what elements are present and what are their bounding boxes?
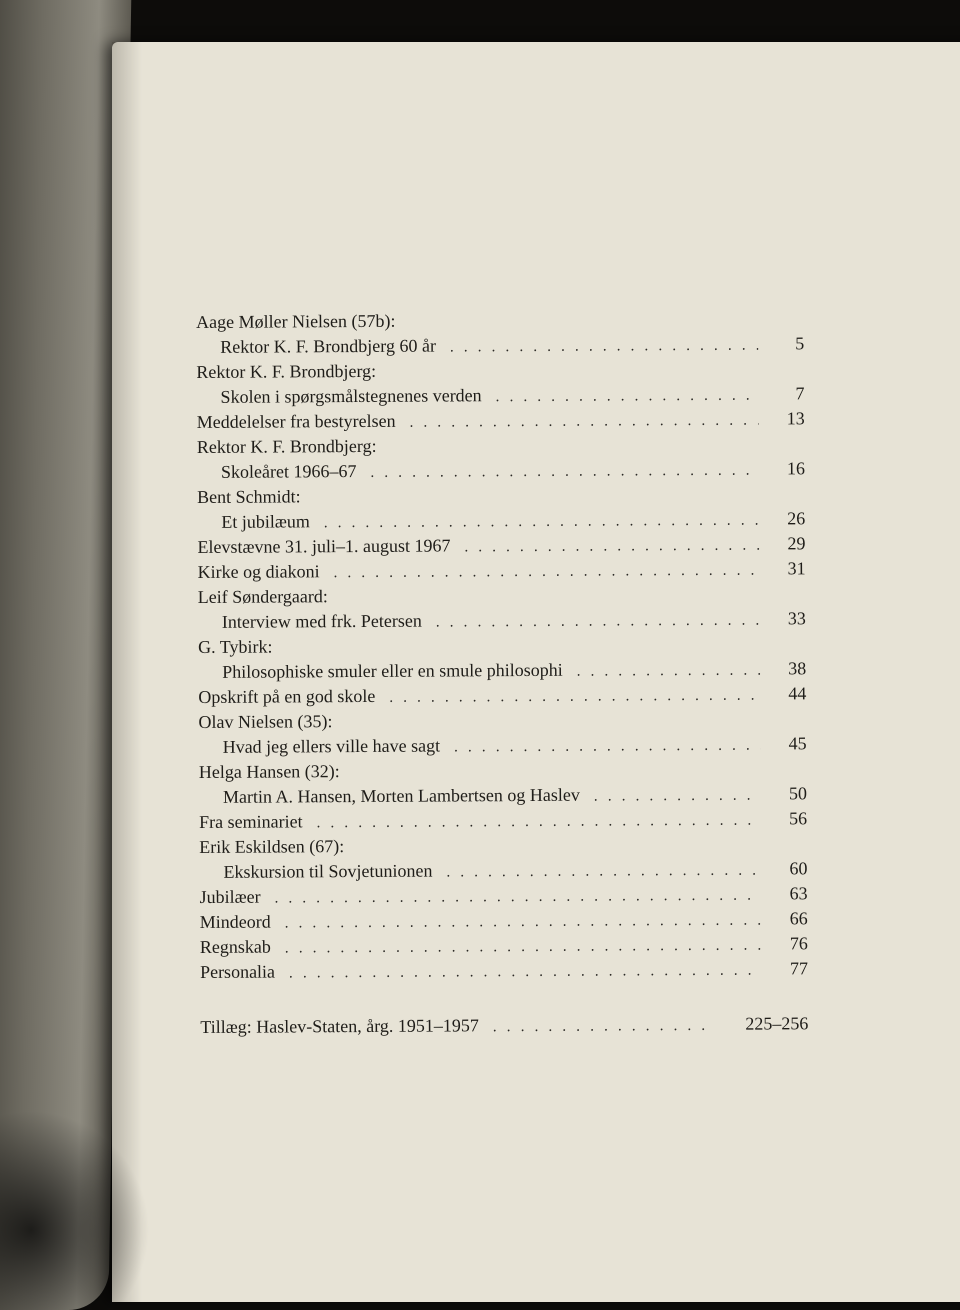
dot-leader	[389, 688, 760, 707]
toc-entry-title: Martin A. Hansen, Morten Lambertsen og Haslev	[222, 784, 580, 807]
toc-entry-title: Fra seminariet	[199, 811, 303, 832]
appendix-title: Tillæg: Haslev-Staten, årg. 1951–1957	[200, 1015, 479, 1037]
toc-page-number: 66	[789, 908, 808, 929]
dot-leader	[436, 613, 760, 632]
dot-leader	[370, 463, 759, 482]
toc-entry	[200, 908, 808, 937]
toc-author: Aage Møller Nielsen (57b):	[196, 310, 396, 332]
toc-page-number: 13	[786, 408, 805, 429]
dot-leader	[275, 888, 762, 908]
toc-entry-title: Ekskursion til Sovjetunionen	[223, 860, 433, 882]
toc-entry	[198, 658, 806, 687]
toc-author: Helga Hansen (32):	[198, 761, 340, 782]
toc-page-number: 50	[788, 783, 808, 804]
dot-leader	[450, 338, 758, 357]
toc-page-number: 26	[787, 508, 806, 529]
toc-author: Rektor K. F. Brondbjerg:	[196, 435, 377, 457]
dot-leader	[317, 813, 762, 833]
toc-page-number: 63	[789, 883, 808, 904]
dot-leader	[289, 963, 762, 983]
toc-entry	[200, 933, 808, 962]
toc-page-number: 29	[787, 533, 806, 554]
toc-entry-title: Regnskab	[199, 936, 271, 957]
toc-author: Rektor K. F. Brondbjerg:	[196, 360, 377, 382]
dot-leader	[410, 413, 759, 432]
toc-entry-title: Kirke og diakoni	[197, 561, 320, 582]
dot-leader	[594, 788, 761, 806]
toc-entry-title: Personalia	[199, 961, 276, 982]
dot-leader	[285, 938, 762, 958]
toc-entry	[200, 883, 808, 912]
toc-entry	[198, 683, 806, 712]
toc-entry-title: Opskrift på en god skole	[198, 685, 376, 707]
toc-entry-title: Meddelelser fra bestyrelsen	[196, 410, 396, 432]
toc-entry	[199, 733, 807, 762]
toc-entry	[196, 383, 804, 412]
toc-author: Leif Søndergaard:	[197, 586, 328, 607]
dot-leader	[324, 513, 760, 533]
toc-entry	[198, 608, 806, 637]
toc-page-number: 44	[788, 683, 807, 704]
toc-entry	[199, 783, 807, 812]
toc-entry	[197, 408, 805, 437]
toc-page-number: 33	[787, 608, 806, 629]
toc-entry-title: Skoleåret 1966–67	[220, 461, 357, 482]
dot-leader	[454, 738, 761, 757]
dot-leader	[464, 538, 759, 557]
toc-entry-title: Hvad jeg ellers ville have sagt	[222, 735, 441, 757]
toc-entry-title: Et jubilæum	[221, 511, 310, 532]
toc-entry	[197, 533, 805, 562]
toc-page-number: 16	[786, 458, 806, 479]
dot-leader	[493, 1018, 715, 1036]
toc-page-number: 7	[795, 383, 805, 404]
toc-page-number: 76	[789, 933, 808, 954]
dot-leader	[577, 663, 761, 681]
table-of-contents	[196, 308, 808, 1038]
toc-entry	[199, 858, 807, 887]
toc-entry-title: Jubilæer	[199, 886, 261, 907]
toc-entry-title: Elevstævne 31. juli–1. august 1967	[197, 535, 451, 557]
toc-entry	[197, 458, 805, 487]
appendix-page-range: 225–256	[745, 1013, 809, 1034]
toc-page-number: 60	[789, 858, 808, 879]
dot-leader	[496, 388, 759, 407]
appendix-entry	[200, 1013, 808, 1038]
toc-page-number: 38	[788, 658, 807, 679]
toc-page-number: 45	[788, 733, 807, 754]
toc-page-number: 31	[787, 558, 806, 579]
toc-page-number: 5	[795, 333, 805, 354]
toc-entry-title: Mindeord	[199, 911, 271, 932]
dot-leader	[334, 563, 760, 583]
toc-author: Olav Nielsen (35):	[198, 711, 333, 732]
toc-entry	[199, 808, 807, 837]
toc-author: G. Tybirk:	[197, 636, 273, 657]
toc-entry	[200, 958, 808, 987]
dot-leader	[285, 913, 762, 933]
toc-entry	[196, 333, 804, 362]
toc-author: Erik Eskildsen (67):	[199, 836, 345, 857]
toc-author: Bent Schmidt:	[197, 486, 301, 507]
dot-leader	[446, 863, 761, 882]
toc-entry	[198, 558, 806, 587]
toc-entry	[197, 508, 805, 537]
toc-entry-title: Skolen i spørgsmålstegnenes verden	[220, 385, 482, 407]
toc-entry-title: Interview med frk. Petersen	[221, 610, 422, 632]
toc-page-number: 56	[789, 808, 808, 829]
toc-entry-title: Rektor K. F. Brondbjerg 60 år	[220, 335, 436, 357]
toc-entry-title: Philosophiske smuler eller en smule philosophi	[222, 659, 563, 682]
toc-page-number: 77	[789, 958, 809, 979]
